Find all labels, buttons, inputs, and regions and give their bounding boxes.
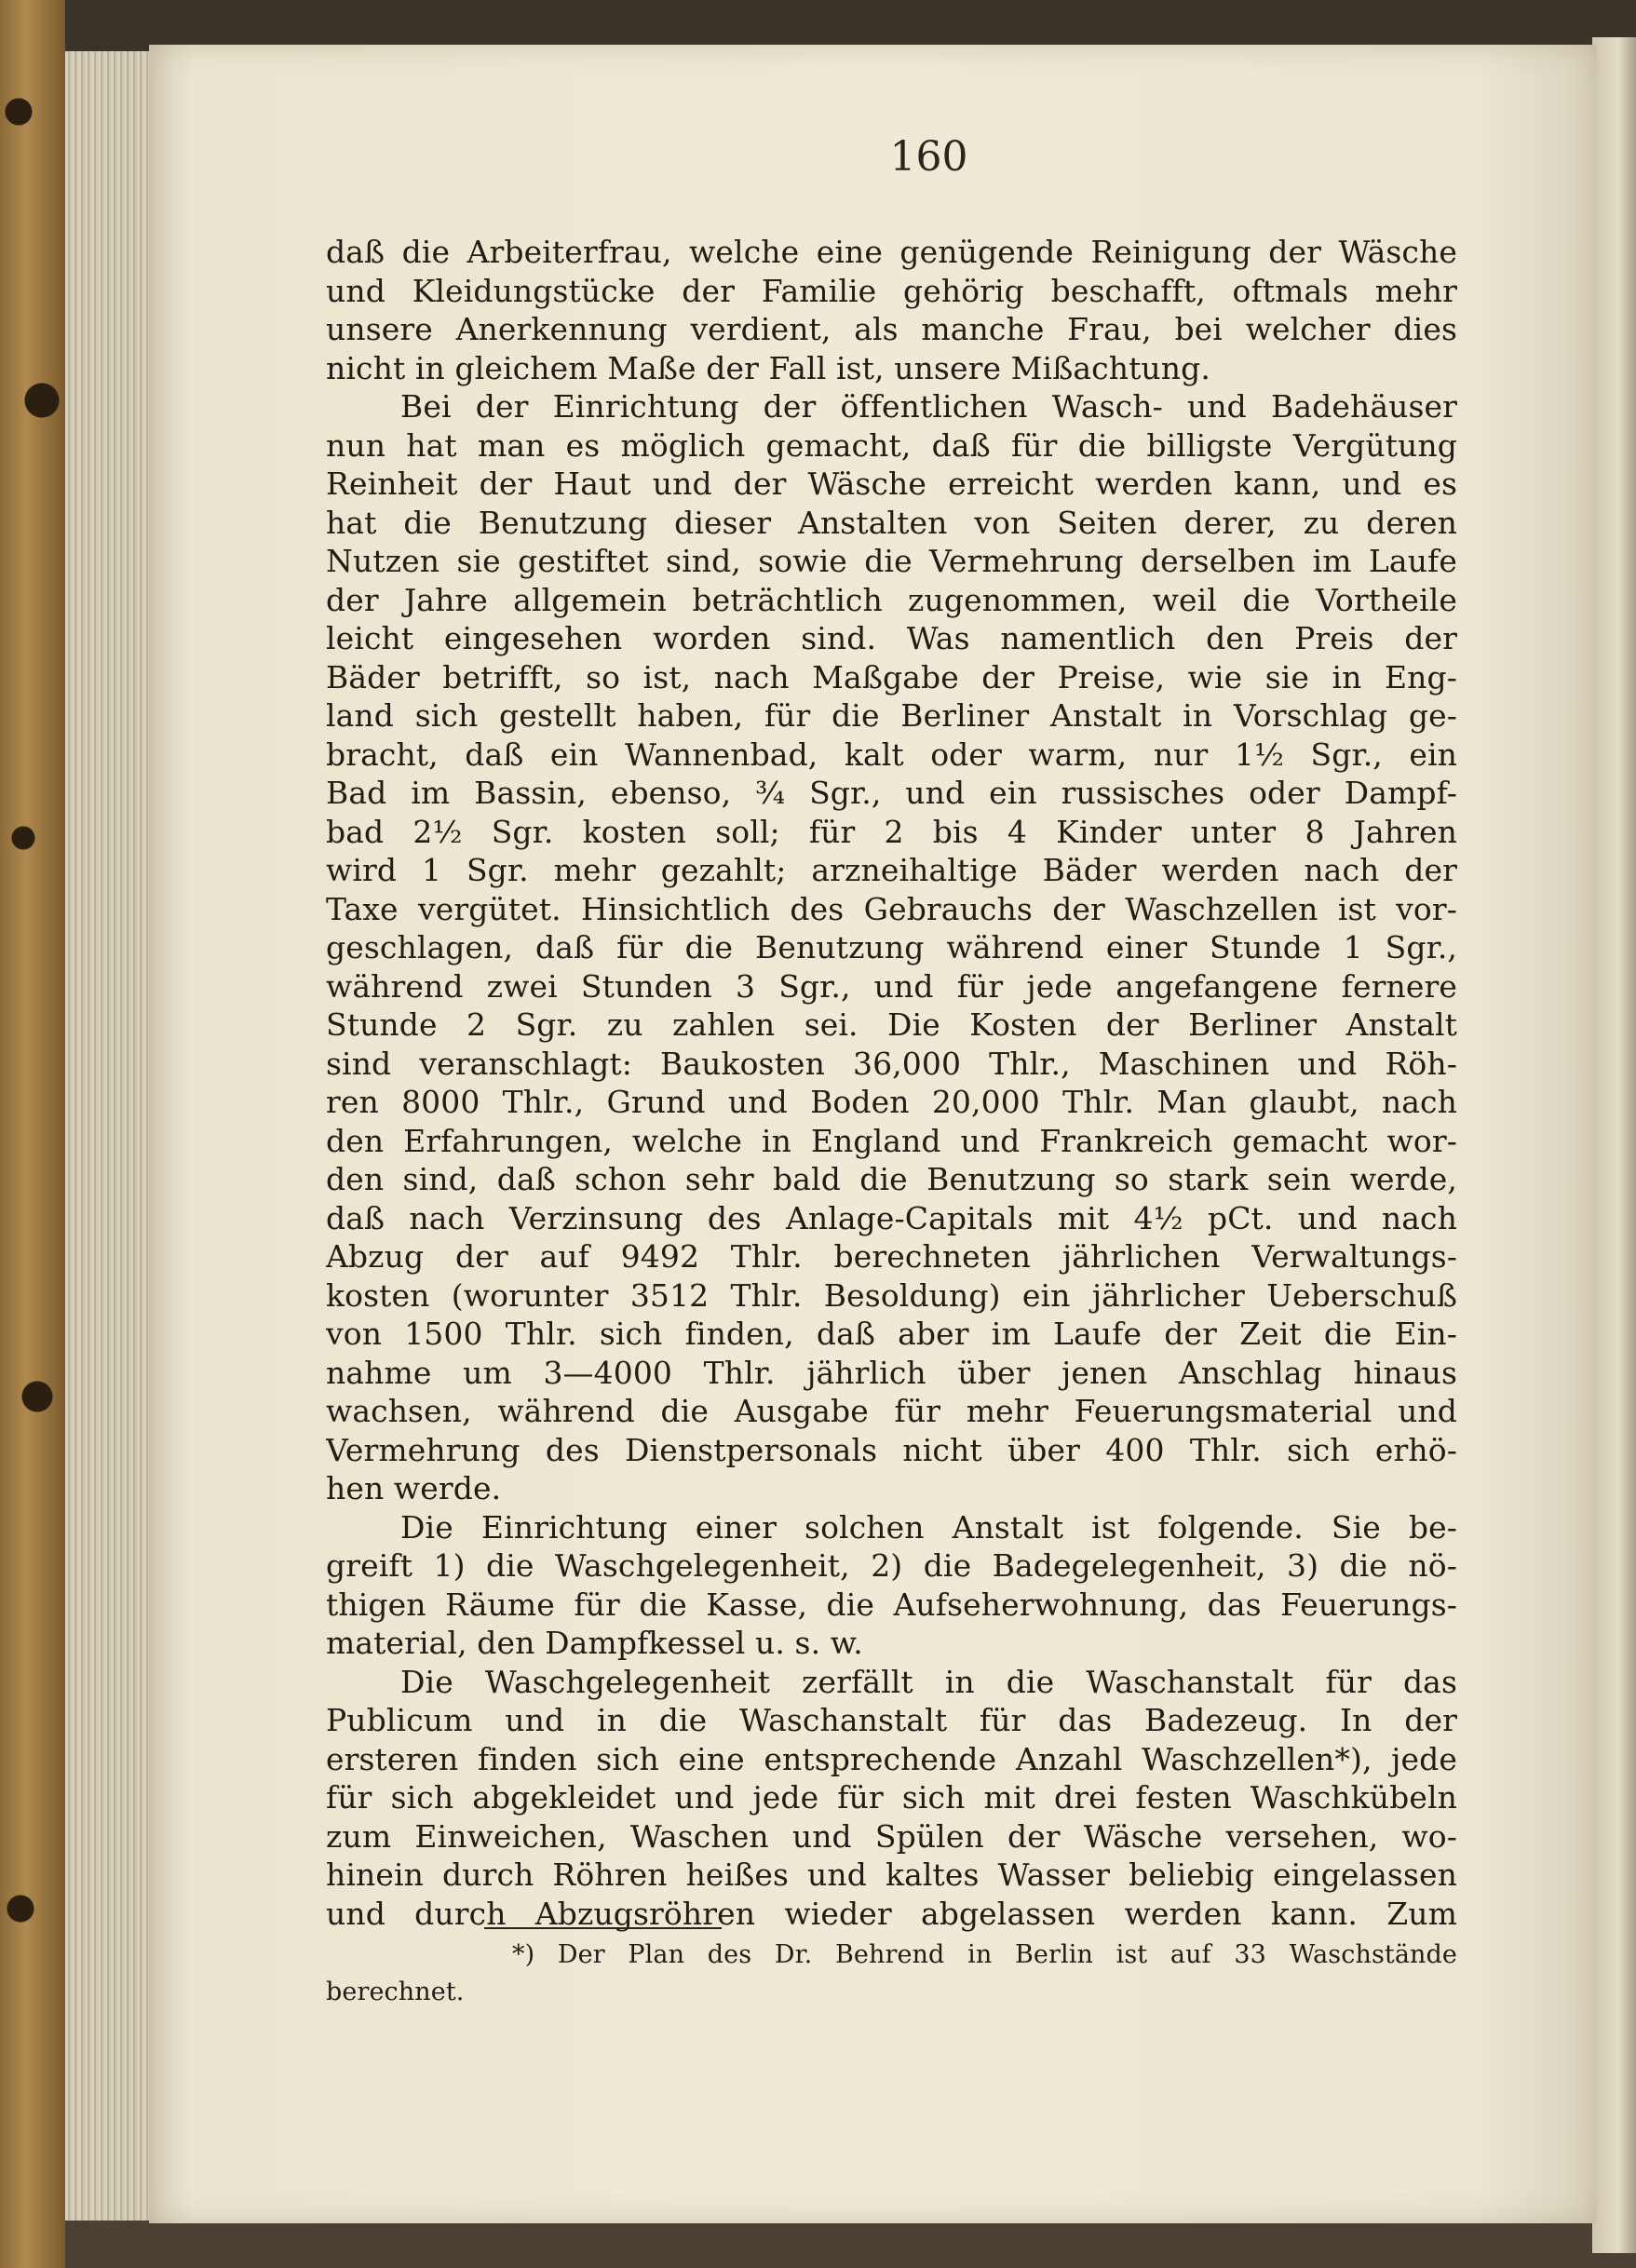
text-line: leicht eingesehen worden sind. Was namentlich den Preis der [326,620,1457,656]
text-line: Vermehrung des Dienstpersonals nicht über 400 Thlr. sich erhö- [326,1431,1457,1468]
text-line: Taxe vergütet. Hinsichtlich des Gebrauchs der Waschzellen ist vor- [326,890,1457,927]
body-text [326,233,1457,1933]
footnote-line: *) Der Plan des Dr. Behrend in Berlin ist auf 33 Waschstände [512,1940,1457,1969]
text-line: während zwei Stunden 3 Sgr., und für jede angefangene fernere [326,967,1457,1005]
text-line: daß die Arbeiterfrau, welche eine genügende Reinigung der Wäsche [326,234,1457,270]
footnote [326,1937,1457,2011]
text-line: nahme um 3—4000 Thlr. jährlich über jenen Anschlag hinaus [326,1354,1457,1391]
text-line: den sind, daß schon sehr bald die Benutzung so stark sein werde, [326,1161,1457,1197]
text-line: von 1500 Thlr. sich finden, daß aber im Laufe der Zeit die Ein- [326,1316,1457,1352]
text-line: Publicum und in die Waschanstalt für das Badezeug. In der [326,1702,1457,1738]
text-line: und durch Abzugsröhren wieder abgelassen werden kann. Zum [326,1895,1457,1932]
text-line: Bäder betrifft, so ist, nach Maßgabe der Preise, wie sie in Eng- [326,658,1457,695]
text-line: Abzug der auf 9492 Thlr. berechneten jährlichen Verwaltungs- [326,1238,1457,1275]
text-line: land sich gestellt haben, für die Berliner Anstalt in Vorschlag ge- [326,697,1457,734]
page-number: 160 [889,133,968,181]
text-line: unsere Anerkennung verdient, als manche Frau, bei welcher dies [326,311,1457,347]
text-line: hinein durch Röhren heißes und kaltes Wasser beliebig eingelassen [326,1856,1457,1893]
text-line: Reinheit der Haut und der Wäsche erreicht werden kann, und es [326,466,1457,502]
text-line: ersteren finden sich eine entsprechende Anzahl Waschzellen*), jede [326,1740,1457,1777]
text-line: wachsen, während die Ausgabe für mehr Feuerungsmaterial und [326,1393,1457,1429]
text-line: hat die Benutzung dieser Anstalten von Seiten derer, zu deren [326,504,1457,541]
text-line: Die Waschgelegenheit zerfällt in die Waschanstalt für das [400,1663,1457,1700]
text-line: kosten (worunter 3512 Thlr. Besoldung) ein jährlicher Ueberschuß [326,1276,1457,1314]
text-line: Bad im Bassin, ebenso, ¾ Sgr., und ein russisches oder Dampf- [326,775,1457,811]
text-line: zum Einweichen, Waschen und Spülen der Wäsche versehen, wo- [326,1817,1457,1855]
text-line: nicht in gleichem Maße der Fall ist, unsere Mißachtung. [326,349,1210,386]
text-line: Bei der Einrichtung der öffentlichen Wasch- und Badehäuser [400,388,1457,425]
facing-page-edge [1592,37,1636,2253]
text-line: für sich abgekleidet und jede für sich mit drei festen Waschkübeln [326,1779,1457,1816]
text-line: der Jahre allgemein beträchtlich zugenommen, weil die Vortheile [326,581,1457,618]
text-line: wird 1 Sgr. mehr gezahlt; arzneihaltige Bäder werden nach der [326,852,1457,888]
text-line: Nutzen sie gestiftet sind, sowie die Vermehrung derselben im Laufe [326,543,1457,579]
text-line: thigen Räume für die Kasse, die Aufseherwohnung, das Feuerungs- [326,1586,1457,1623]
text-line: daß nach Verzinsung des Anlage-Capitals mit 4½ pCt. und nach [326,1199,1457,1236]
marbled-cover [0,0,65,2268]
text-line: bracht, daß ein Wannenbad, kalt oder warm, nur 1½ Sgr., ein [326,736,1457,773]
text-line: Die Einrichtung einer solchen Anstalt ist folgende. Sie be- [400,1508,1457,1546]
footnote-rule [484,1927,722,1929]
text-line: und Kleidungstücke der Familie gehörig beschafft, oftmals mehr [326,272,1457,309]
text-line: hen werde. [326,1470,502,1506]
text-line: geschlagen, daß für die Benutzung während einer Stunde 1 Sgr., [326,929,1457,965]
text-line: material, den Dampfkessel u. s. w. [326,1625,863,1661]
text-line: den Erfahrungen, welche in England und Frankreich gemacht wor- [326,1122,1457,1159]
text-line: Stunde 2 Sgr. zu zahlen sei. Die Kosten der Berliner Anstalt [326,1006,1457,1043]
text-line: nun hat man es möglich gemacht, daß für die billigste Vergütung [326,426,1457,464]
footnote-line: berechnet. [326,1978,465,2006]
text-line: bad 2½ Sgr. kosten soll; für 2 bis 4 Kinder unter 8 Jahren [326,813,1457,850]
text-line: sind veranschlagt: Baukosten 36,000 Thlr., Maschinen und Röh- [326,1045,1457,1082]
text-line: ren 8000 Thlr., Grund und Boden 20,000 Thlr. Man glaubt, nach [326,1084,1457,1120]
page-edges [65,51,154,2221]
text-line: greift 1) die Waschgelegenheit, 2) die Badegelegenheit, 3) die nö- [326,1547,1457,1584]
